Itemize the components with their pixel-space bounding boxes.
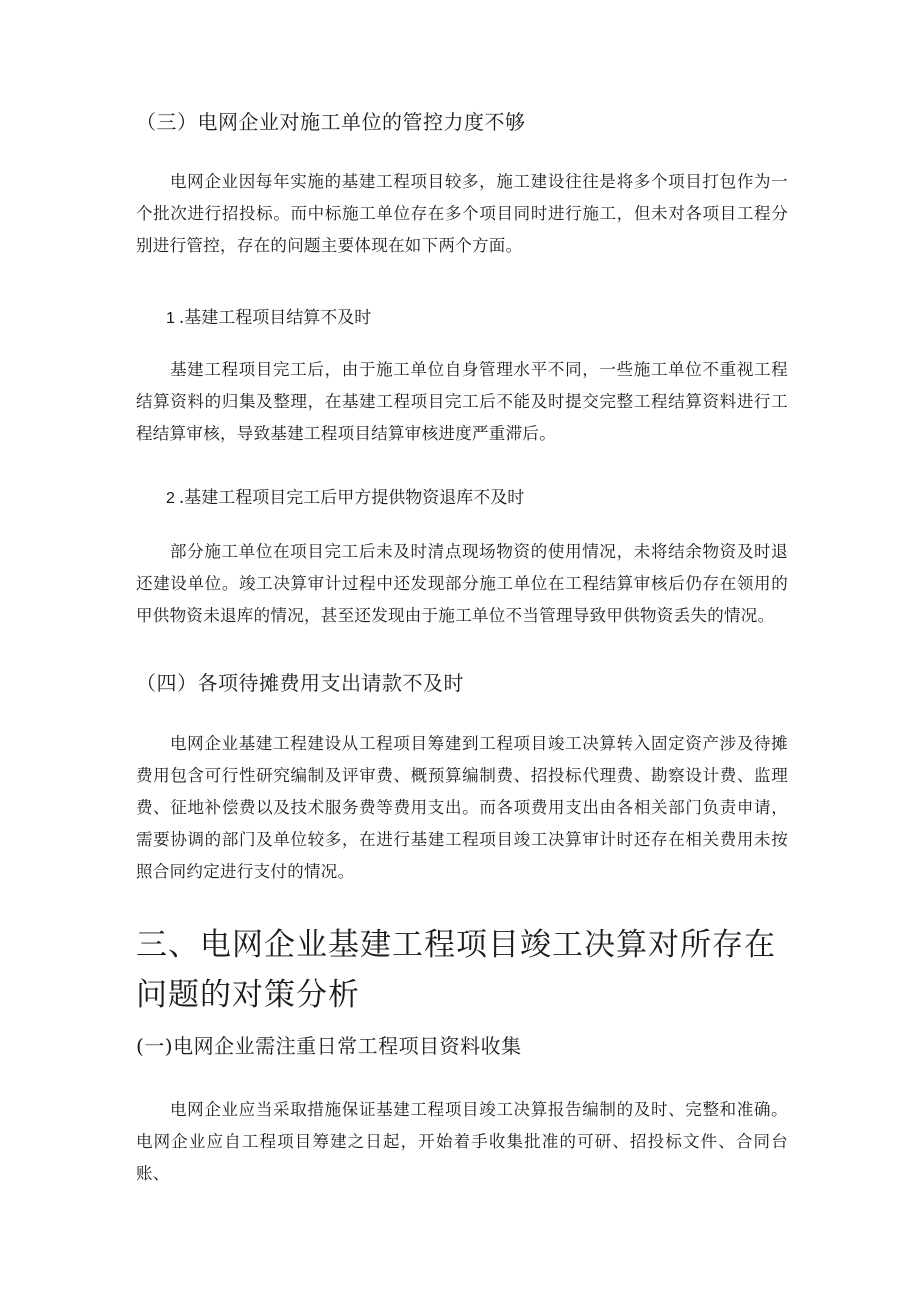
section-3-paragraph: 电网企业因每年实施的基建工程项目较多，施工建设往往是将多个项目打包作为一个批次进行招投标。而中标施工单位存在多个项目同时进行施工，但未对各项目工程分别进行管控，存在的问题主要体现在如下两个方面。 — [136, 172, 788, 255]
subheading-2 — [136, 486, 818, 511]
section-4-paragraph: 电网企业基建工程建设从工程项目筹建到工程项目竣工决算转入固定资产涉及待摊费用包含可行性研究编制及评审费、概预算编制费、招投标代理费、勘察设计费、监理费、征地补偿费以及技术服务费等费用支出。而各项费用支出由各相关部门负责申请，需要协调的部门及单位较多，在进行基建工程项目竣工决算审计时还存在相关费用未按照合同约定进行支付的情况。 — [136, 734, 788, 881]
subheading-1 — [136, 306, 818, 331]
subsection-1-paragraph: 基建工程项目完工后，由于施工单位自身管理水平不同，一些施工单位不重视工程结算资料的归集及整理，在基建工程项目完工后不能及时提交完整工程结算资料进行工程结算审核，导致基建工程项目结算审核进度严重滞后。 — [136, 360, 788, 443]
part-3-section-1-heading: (一)电网企业需注重日常工程项目资料收集 — [136, 1034, 522, 1058]
subheading-1-text: .基建工程项目结算不及时 — [178, 308, 372, 328]
section-heading-3: （三）电网企业对施工单位的管控力度不够 — [136, 110, 526, 134]
part-3-section-1-paragraph: 电网企业应当采取措施保证基建工程项目竣工决算报告编制的及时、完整和准确。电网企业应自工程项目筹建之日起，开始着手收集批准的可研、招投标文件、合同台账、 — [136, 1100, 788, 1183]
subheading-1-number: 1 — [166, 310, 175, 327]
subsection-2-paragraph: 部分施工单位在项目完工后未及时清点现场物资的使用情况，未将结余物资及时退还建设单位。竣工决算审计过程中还发现部分施工单位在工程结算审核后仍存在领用的甲供物资未退库的情况，甚至还发现由于施工单位不当管理导致甲供物资丢失的情况。 — [136, 542, 788, 625]
section-heading-4: （四）各项待摊费用支出请款不及时 — [136, 671, 464, 695]
part-3-heading: 三、电网企业基建工程项目竣工决算对所存在问题的对策分析 — [136, 927, 776, 1013]
subheading-2-text: .基建工程项目完工后甲方提供物资退库不及时 — [178, 488, 525, 508]
subheading-2-number: 2 — [166, 490, 175, 507]
